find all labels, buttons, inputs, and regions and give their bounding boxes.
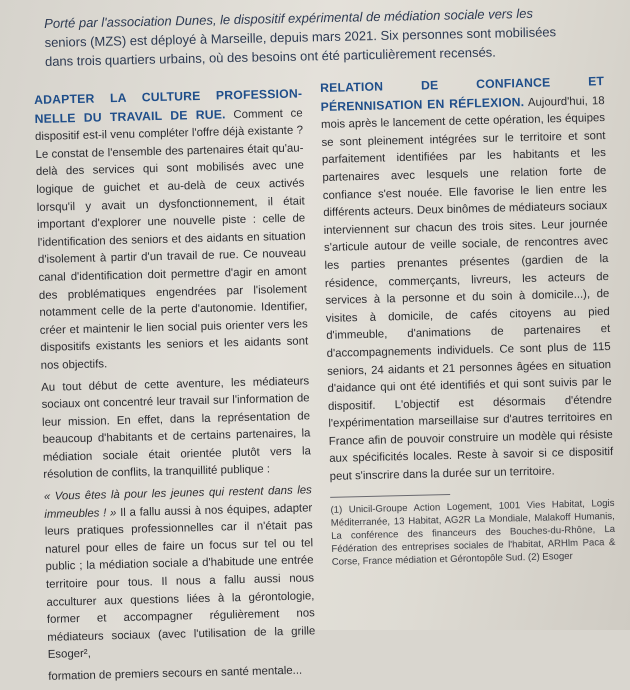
footnote: (1) Unicil-Groupe Action Logement, 1001 Vies Habitat, Logis Méditerranée, 13 Habitat, AG2R La Mondiale, Malakoff Humanis, La conférence des financeurs des Bouches-du-Rhône, La Fédération des entreprises sociales de l'habitat, ARHlm Paca & Corse, France médiation et Gérontopôle Sud. (2) Esoger — [330, 497, 616, 568]
left-quote: « Vous êtes là pour les jeunes qui restent dans les immeubles ! » — [43, 484, 312, 521]
left-heading: ADAPTER LA CULTURE PROFESSION-NELLE DU TRAVAIL DE RUE. — [34, 86, 303, 126]
left-p3-text: Il a fallu aussi à nos équipes, adapter leurs pratiques professionnelles car il n'était pas naturel pour elles de faire un focus sur tel ou tel public ; la médiation sociale a d'habitude une entrée territoire pour tous. Il nous a fallu aussi nous acculturer aux questions liées à la gérontologie, former et accompagner régulièrement nos médiateurs sociaux (avec l'utilisation de la grille Esoger², — [44, 501, 316, 662]
footnote-divider — [330, 494, 450, 498]
right-heading: RELATION DE CONFIANCE ET PÉRENNISATION EN RÉFLEXION. — [320, 74, 605, 114]
left-column — [34, 85, 317, 690]
intro-line-1: Porté par l'association Dunes, le dispositif expérimental de médiation sociale vers les — [44, 5, 534, 31]
left-paragraph-4: formation de premiers secours en santé mentale... — [48, 664, 303, 683]
intro-line-2: seniors (MZS) est déployé à Marseille, depuis mars 2021. Six personnes sont mobilisées — [44, 24, 557, 50]
intro-paragraph — [44, 3, 585, 71]
left-paragraph-3 — [44, 482, 316, 664]
right-column — [320, 73, 616, 572]
intro-line-3: dans trois quartiers urbains, où des besoins ont été particulièrement recensés. — [44, 44, 496, 69]
left-paragraph-2: Au tout début de cette aventure, les médiateurs sociaux ont concentré leur travail sur l'information de leur mission. En effet, dans la représentation de beaucoup d'habitants et de certains partenaires, la médiation sociale était orientée plutôt vers la résolution de conflits, la tranquillité publique : — [41, 374, 312, 482]
left-paragraph-1 — [34, 85, 309, 375]
right-p1-text: Aujourd'hui, 18 mois après le lancement de cette opération, les équipes se sont pleinement intégrées sur le territoire et sont parfaitement identifiées par les habitants et les partenaires avec lesquels une relation forte de confiance s'est nouée. Elle favorise le lien entre les différents acteurs. Deux binômes de médiateurs sociaux interviennent sur chacun des trois sites. Leur journée s'articule autour de veille sociale, de rencontres avec les parties prenantes présentes (gardien de la résidence, commerçants, livreurs, les acteurs de services à la personne et du soin à domicile...), de visites à domicile, de cafés citoyens au pied d'immeuble, d'animations de partenaires et d'accompagnements individuels. Ce sont plus de 115 seniors, 24 aidants et 21 personnes âgées en situation d'aidance qui ont été identifiés et qui sont suivis par le dispositif. L'objectif est désormais d'étendre l'expérimentation marseillaise sur d'autres territoires en France afin de pouvoir construire un modèle qui résiste aux spécificités locales. Reste à savoir si ce dispositif peut s'inscrire dans la durée sur un territoire. — [320, 94, 614, 483]
right-paragraph-1 — [320, 73, 614, 486]
left-p1-text: Comment ce dispositif est-il venu compléter l'offre déjà existante ? Le constat de l'ensemble des partenaires était qu'au-delà des services qui sont mobilisés avec une logique de guichet et au-delà de ceux activés lorsqu'il y avait un dysfonctionnement, il était important d'explorer une nouvelle piste : celle de l'identification des seniors et des aidants en situation d'isolement à partir d'un travail de rue. Ce nouveau canal d'identification doit permettre d'agir en amont des problématiques engendrées par l'isolement notamment celle de la perte d'autonomie. Identifier, créer et maintenir le lien social puis orienter vers les dispositifs existants les seniors et les aidants sont nos objectifs. — [34, 107, 309, 372]
